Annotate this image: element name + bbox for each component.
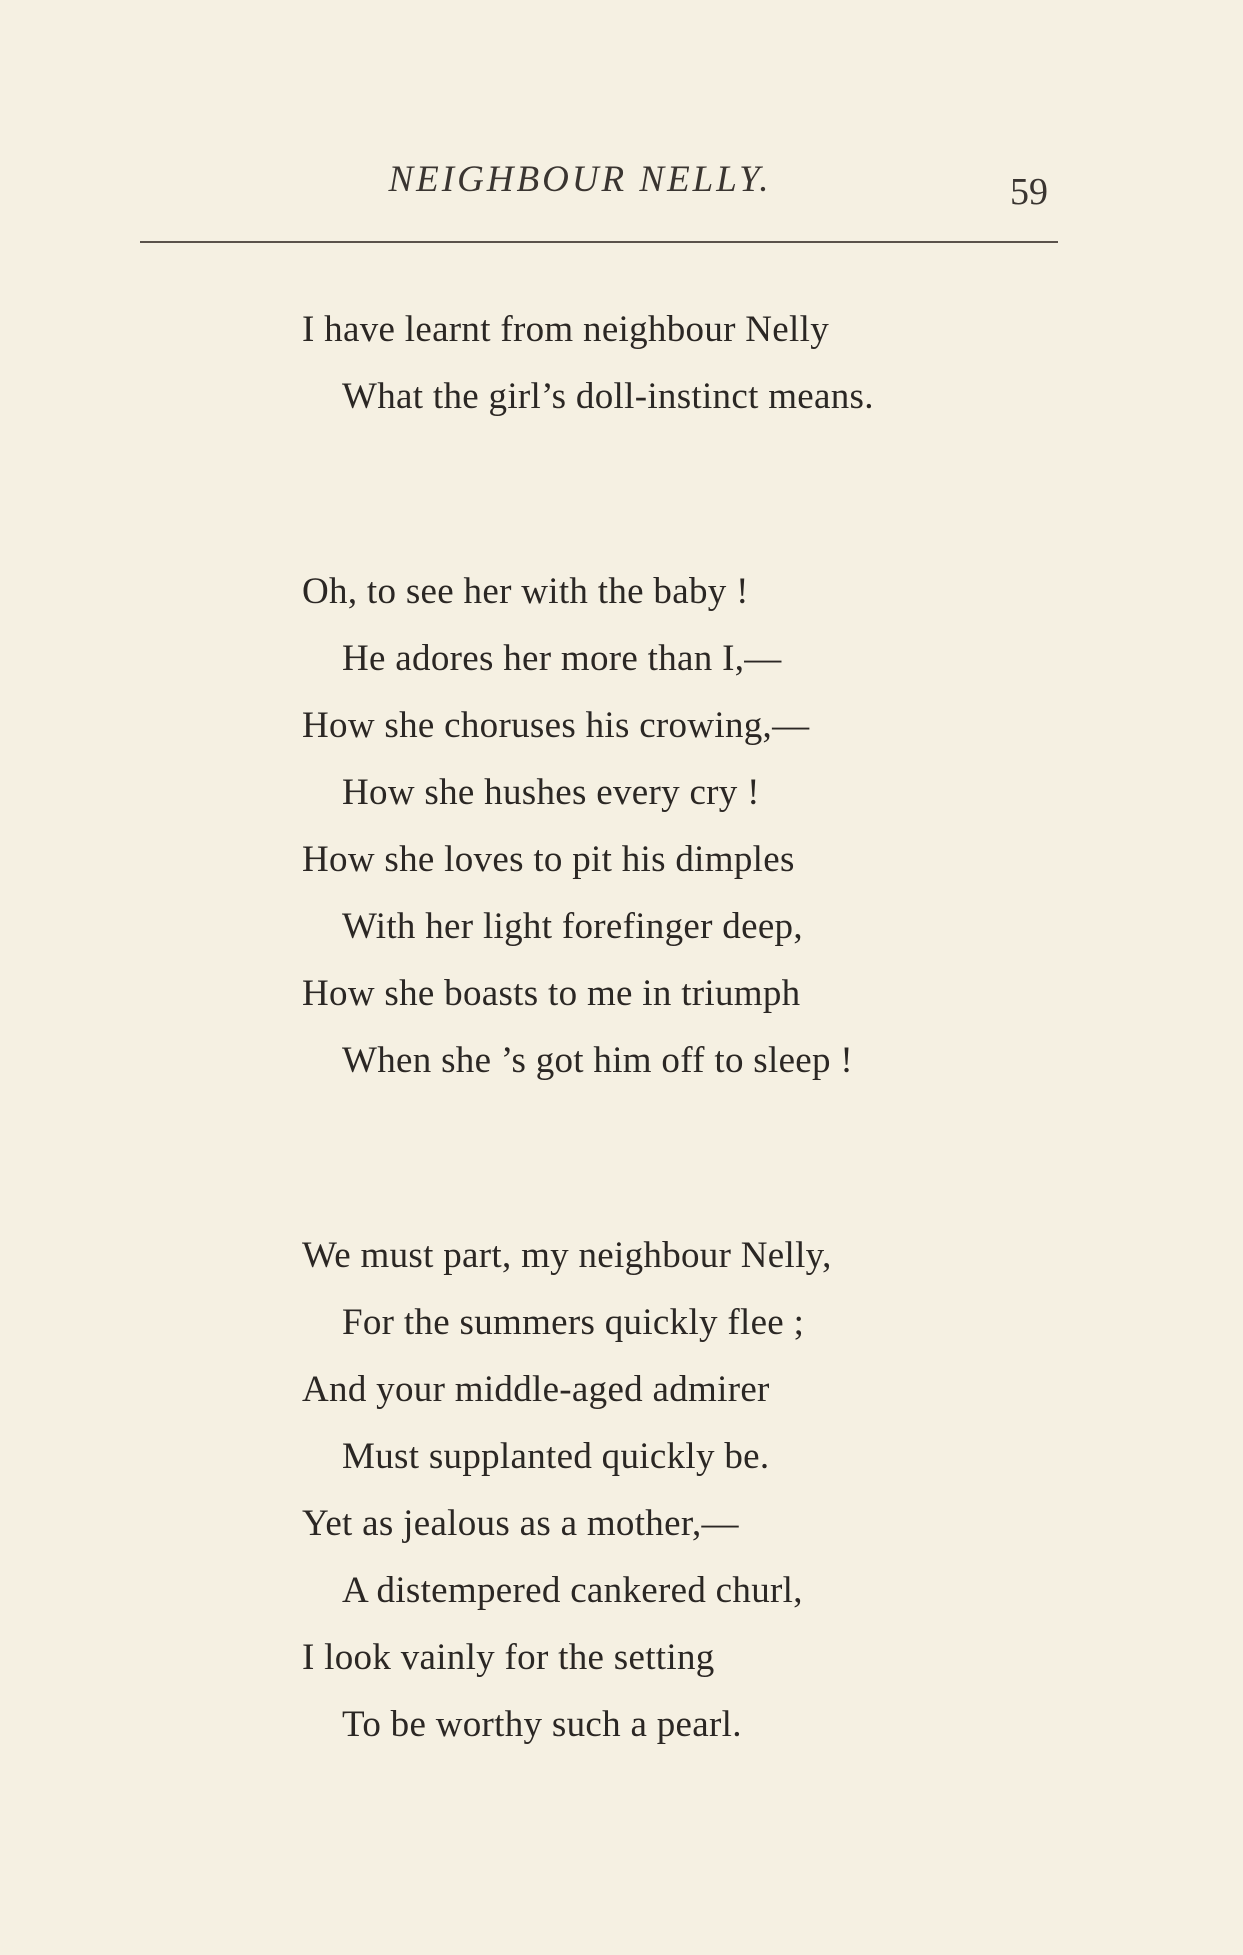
poem-body (302, 296, 1102, 1758)
poem-line: How she hushes every cry ! (342, 772, 760, 813)
poem-line: Must supplanted quickly be. (342, 1436, 770, 1477)
stanza (302, 558, 1102, 1094)
page-number: 59 (1010, 171, 1048, 213)
poem-line: What the girl’s doll-instinct means. (342, 376, 874, 417)
poem-line: He adores her more than I,— (342, 638, 782, 679)
poem-line: I look vainly for the setting (302, 1637, 715, 1678)
stanza (302, 1222, 1102, 1758)
poem-line: A distempered cankered churl, (342, 1570, 803, 1611)
running-title: NEIGHBOUR NELLY. (388, 159, 772, 200)
header-rule (140, 241, 1058, 243)
stanza (302, 296, 1102, 430)
poem-line: I have learnt from neighbour Nelly (302, 309, 829, 350)
poem-line: How she loves to pit his dimples (302, 839, 795, 880)
poem-line: When she ’s got him off to sleep ! (342, 1040, 853, 1081)
poem-line: For the summers quickly flee ; (342, 1302, 805, 1343)
poem-line: Oh, to see her with the baby ! (302, 571, 749, 612)
poem-line: Yet as jealous as a mother,— (302, 1503, 739, 1544)
poem-line: And your middle-aged admirer (302, 1369, 770, 1410)
poem-line: How she boasts to me in triumph (302, 973, 801, 1014)
poem-line: We must part, my neighbour Nelly, (302, 1235, 832, 1276)
poem-line: To be worthy such a pearl. (342, 1704, 742, 1745)
poem-line: How she choruses his crowing,— (302, 705, 810, 746)
poem-line: With her light forefinger deep, (342, 906, 803, 947)
